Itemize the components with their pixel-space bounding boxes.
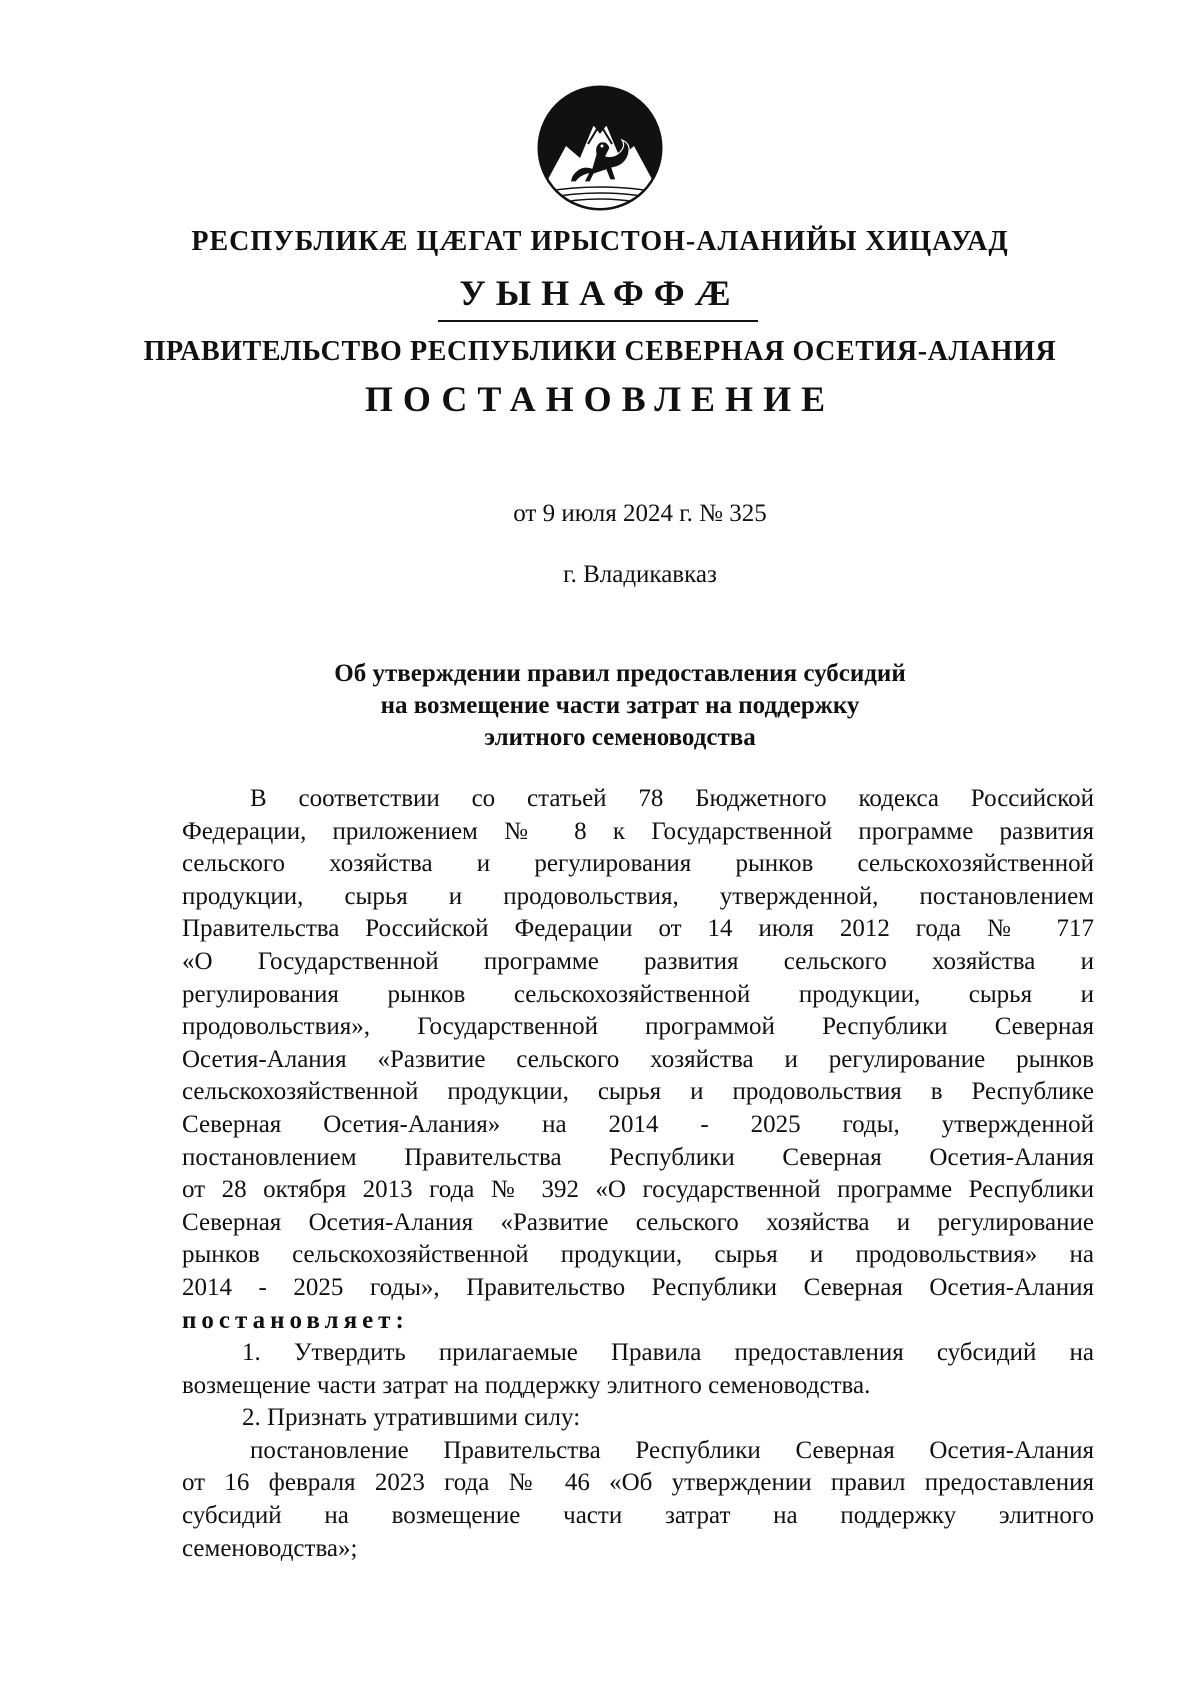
preamble-line: Северная Осетия-Алания «Развитие сельского хозяйства и регулирование: [182, 1208, 1094, 1236]
item-2-heading: 2. Признать утратившими силу:: [242, 1404, 581, 1432]
preamble-line: Осетия-Алания «Развитие сельского хозяйства и регулирование рынков: [182, 1045, 1094, 1073]
preamble-line: от 28 октября 2013 года № 392 «О государственной программе Республики: [182, 1176, 1094, 1204]
preamble-line: В соответствии со статьей 78 Бюджетного кодекса Российской: [250, 785, 1094, 812]
preamble-line: рынков сельскохозяйственной продукции, сырья и продовольствия» на: [182, 1241, 1094, 1269]
preamble-line: продукции, сырья и продовольствия, утвержденной, постановлением: [182, 882, 1094, 910]
decree-date-number: от 9 июля 2024 г. № 325: [513, 500, 767, 527]
preamble-line: Правительства Российской Федерации от 14 июля 2012 года № 717: [182, 915, 1094, 943]
item-1-line: 1. Утвердить прилагаемые Правила предоставления субсидий на: [242, 1339, 1094, 1367]
decree-body: [182, 783, 1094, 1565]
preamble-line: продовольствия», Государственной программой Республики Северная: [182, 1013, 1094, 1041]
preamble-line: сельского хозяйства и регулирования рынков сельскохозяйственной: [182, 850, 1094, 878]
russian-decree-heading: ПОСТАНОВЛЕНИЕ: [364, 379, 836, 419]
item-2-line: от 16 февраля 2023 года № 46 «Об утверждении правил предоставления: [182, 1469, 1094, 1497]
preamble-line: регулирования рынков сельскохозяйственной продукции, сырья и: [182, 980, 1094, 1008]
heading-divider: [438, 320, 758, 322]
item-2-line: постановление Правительства Республики Северная Осетия-Алания: [250, 1436, 1094, 1464]
decree-title: [230, 658, 1010, 754]
russian-government-heading: ПРАВИТЕЛЬСТВО РЕСПУБЛИКИ СЕВЕРНАЯ ОСЕТИЯ-АЛАНИЯ: [143, 336, 1057, 367]
preamble-line: сельскохозяйственной продукции, сырья и продовольствия в Республике: [182, 1078, 1094, 1106]
decree-title-line: Об утверждении правил предоставления субсидий: [334, 660, 906, 687]
preamble-line: Федерации, приложением № 8 к Государственной программе развития: [182, 817, 1094, 845]
decree-city: г. Владикавказ: [563, 561, 717, 588]
decree-title-line: на возмещение части затрат на поддержку: [380, 692, 860, 719]
preamble-line: «О Государственной программе развития сельского хозяйства и: [182, 947, 1094, 975]
decree-title-line: элитного семеноводства: [484, 724, 756, 751]
resolves-word: постановляет:: [182, 1306, 409, 1334]
item-2-line: семеноводства»;: [182, 1534, 358, 1562]
preamble-line: 2014 - 2025 годы», Правительство Республики Северная Осетия-Алания: [182, 1273, 1094, 1301]
item-2-line: субсидий на возмещение части затрат на поддержку элитного: [182, 1502, 1094, 1530]
ossetian-decree-heading: УЫНАФФÆ: [459, 273, 741, 313]
coat-of-arms-emblem: [536, 84, 664, 212]
preamble-line: постановлением Правительства Республики Северная Осетия-Алания: [182, 1143, 1094, 1171]
ossetian-government-heading: РЕСПУБЛИКÆ ЦÆГАТ ИРЫСТОН-АЛАНИЙЫ ХИЦАУАД: [191, 226, 1009, 257]
preamble-line: Северная Осетия-Алания» на 2014 - 2025 годы, утвержденной: [182, 1110, 1094, 1138]
item-1-line: возмещение части затрат на поддержку элитного семеноводства.: [182, 1371, 871, 1399]
